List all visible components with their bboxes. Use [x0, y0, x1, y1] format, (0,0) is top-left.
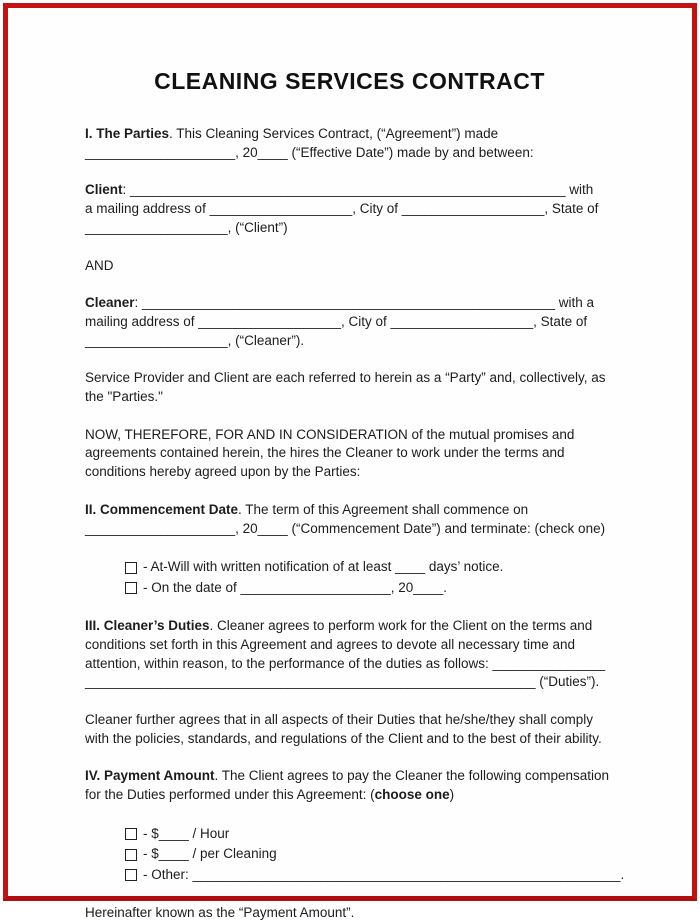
section-duties-heading: III. Cleaner’s Duties [85, 618, 210, 634]
section-duties: III. Cleaner’s Duties. Cleaner agrees to perform work for the Client on the terms and conditions set forth in this Agreement and agrees to devote all necessary time and attention, within reason, to the performance of the duties as follows: _______________ ____________________________________________________________ (“Duties”). [85, 617, 632, 692]
cleaner-address-line: mailing address of ___________________, City of ___________________, State of [85, 313, 588, 329]
section-parties-heading: I. The Parties [85, 126, 170, 141]
parties-reference: Service Provider and Client are each referred to herein as a “Party” and, collectively, as the "Parties." [85, 370, 606, 405]
cleaner-block [85, 294, 632, 350]
option-per-cleaning-label: - $____ / per Cleaning [143, 846, 277, 862]
payment-options [85, 824, 632, 886]
payment-amount-name: Hereinafter known as the “Payment Amount”. [85, 905, 355, 921]
compliance-clause: Cleaner further agrees that in all aspects of their Duties that he/she/they shall comply with the policies, standards, and regulations of the Client and to the best of their ability. [85, 712, 602, 746]
client-label: Client [85, 182, 123, 198]
option-other [125, 865, 632, 886]
termination-options [85, 557, 632, 598]
checkbox-hourly[interactable] [125, 828, 137, 840]
consideration-clause: NOW, THEREFORE, FOR AND IN CONSIDERATION of the mutual promises and agreements contained herein, the hires the Cleaner to work under the terms and conditions hereby agreed upon by the Parties: [85, 426, 575, 480]
section-parties-text: . This Cleaning Services Contract, (“Agreement”) made [169, 126, 499, 141]
option-hourly-label: - $____ / Hour [143, 825, 230, 841]
and-connector: AND [85, 257, 114, 273]
effective-date-blank-line: ____________________, 20____ (“Effective Date”) made by and between: [85, 144, 534, 160]
option-at-will-label: - At-Will with written notification of at least ____ days’ notice. [143, 559, 504, 575]
section-payment-heading: IV. Payment Amount [85, 768, 215, 784]
page-border-frame [3, 3, 697, 921]
duties-blank-line-2: ____________________________________________________________ (“Duties”). [85, 674, 600, 690]
option-hourly [125, 824, 632, 845]
client-state-line: ___________________, (“Client”) [85, 219, 288, 235]
checkbox-per-cleaning[interactable] [125, 849, 137, 861]
option-per-cleaning [125, 844, 632, 865]
commencement-date-blank-line: ____________________, 20____ (“Commencement Date”) and terminate: (check one) [85, 520, 606, 536]
client-address-line: a mailing address of ___________________, City of ___________________, State of [85, 201, 599, 217]
checkbox-at-will[interactable] [125, 562, 137, 574]
checkbox-on-date[interactable] [125, 582, 137, 594]
section-parties [85, 125, 632, 162]
checkbox-other[interactable] [125, 869, 137, 881]
section-payment: IV. Payment Amount. The Client agrees to pay the Cleaner the following compensation for the Duties performed under this Agreement: (choose one) [85, 768, 610, 803]
duties-blank-line-1: attention, within reason, to the performance of the duties as follows: _______________ [85, 655, 606, 671]
option-on-date-label: - On the date of ____________________, 20____. [143, 579, 448, 595]
section-commencement: II. Commencement Date. The term of this Agreement shall commence on ____________________, 20____ (“Commencement Date”) and terminate: (check one) [85, 501, 632, 538]
option-at-will [125, 557, 632, 578]
choose-one-emphasis: choose one [374, 787, 450, 803]
client-block [85, 181, 632, 237]
option-on-date [125, 578, 632, 599]
contract-document [8, 8, 692, 923]
cleaner-name-blank: : _______________________________________________________ with a [134, 295, 594, 311]
client-name-blank: : __________________________________________________________ with [122, 182, 594, 198]
section-commencement-heading: II. Commencement Date [85, 501, 239, 517]
option-other-label: - Other: _________________________________________________________. [143, 866, 625, 882]
document-title: CLEANING SERVICES CONTRACT [154, 68, 545, 94]
cleaner-label: Cleaner [85, 295, 135, 311]
cleaner-state-line: ___________________, (“Cleaner”). [85, 332, 305, 348]
